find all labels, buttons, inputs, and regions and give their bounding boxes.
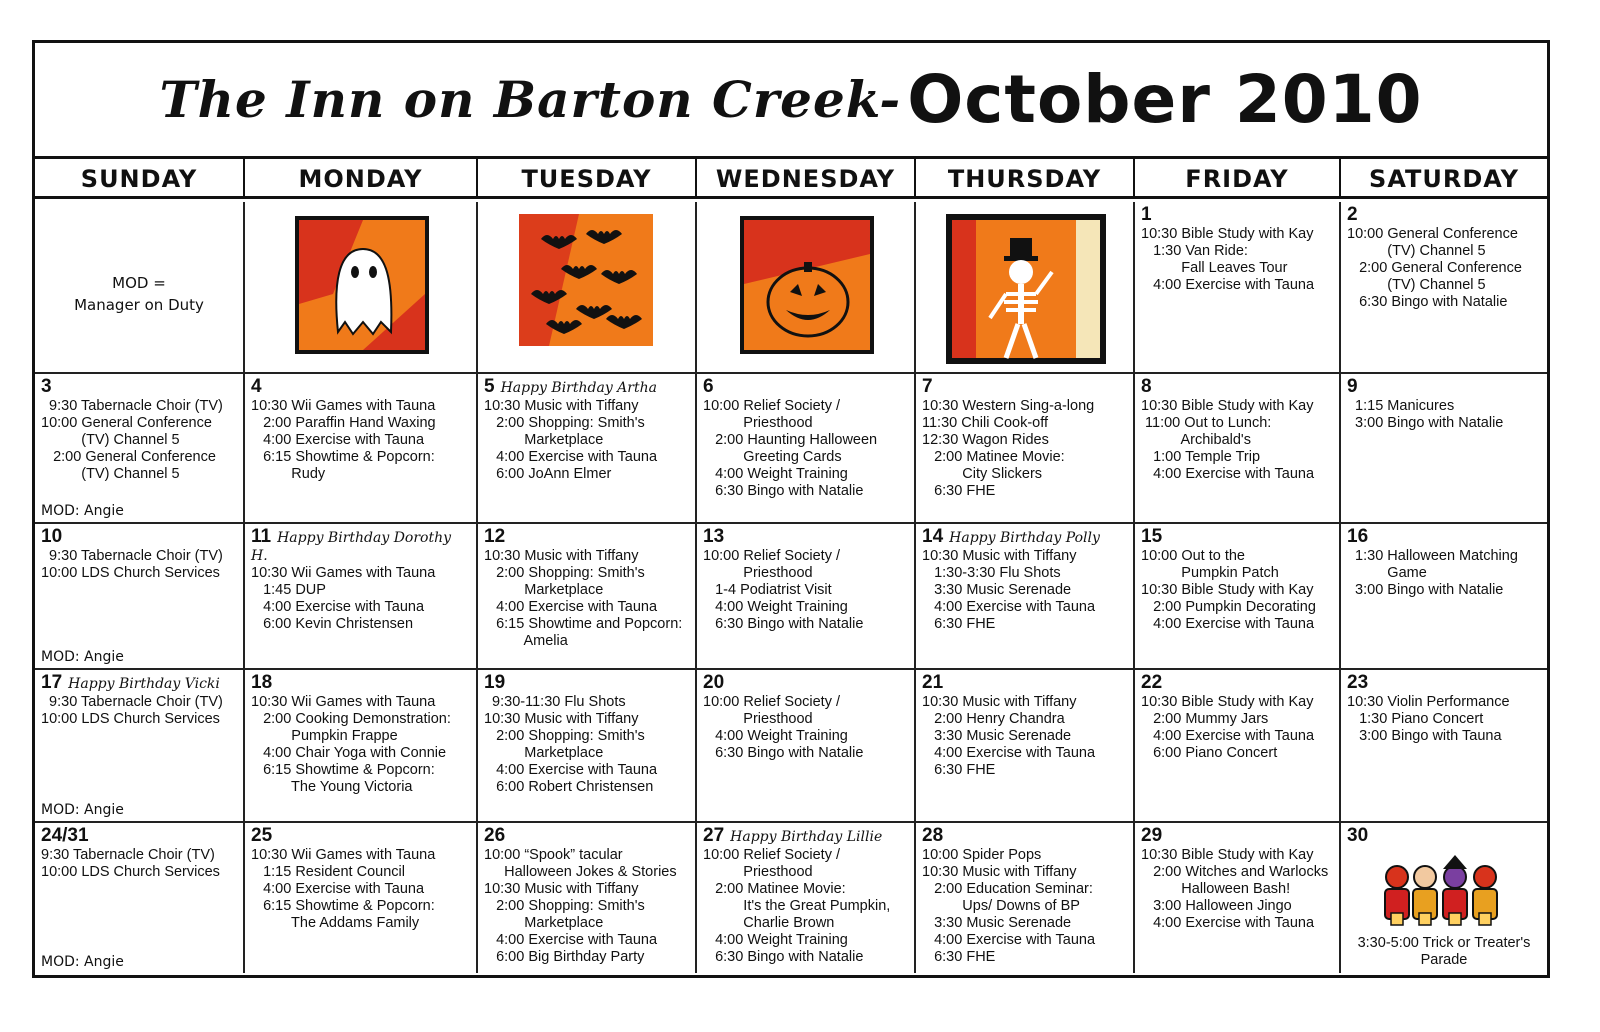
event-line: 10:30 Wii Games with Tauna xyxy=(251,398,436,414)
day-header xyxy=(41,672,237,694)
day-cell xyxy=(1135,374,1341,522)
event-line: Fall Leaves Tour xyxy=(1141,260,1288,276)
day-cell xyxy=(245,823,478,973)
event-line: 4:00 Weight Training xyxy=(703,728,848,744)
day-cell xyxy=(697,823,916,973)
event-line: 6:30 Bingo with Natalie xyxy=(1347,294,1508,310)
event-line: 10:00 General Conference xyxy=(41,415,212,431)
event-line: 6:00 Robert Christensen xyxy=(484,779,654,795)
event-line: 6:00 Kevin Christensen xyxy=(251,616,414,632)
week-row xyxy=(35,524,1547,670)
event-line: (TV) Channel 5 xyxy=(41,432,180,448)
event-line: 10:00 Relief Society / xyxy=(703,398,841,414)
event-line: 4:00 Exercise with Tauna xyxy=(484,932,658,948)
event-line: 10:00 Spider Pops xyxy=(922,847,1042,863)
event-line: 6:30 Bingo with Natalie xyxy=(703,745,864,761)
day-number: 27 xyxy=(703,825,725,846)
day-cell xyxy=(35,524,245,668)
day-number: 10 xyxy=(41,526,63,547)
event-line: 2:00 Matinee Movie: xyxy=(703,881,846,897)
day-header xyxy=(703,376,908,398)
event-line: 6:30 FHE xyxy=(922,949,996,965)
event-line: 2:00 Haunting Halloween xyxy=(703,432,878,448)
event-line: 10:30 Music with Tiffany xyxy=(484,548,639,564)
day-cell xyxy=(916,524,1135,668)
day-number: 30 xyxy=(1347,825,1369,846)
event-line: 10:30 Wii Games with Tauna xyxy=(251,694,436,710)
day-cell xyxy=(478,374,697,522)
event-line: 10:00 LDS Church Services xyxy=(41,864,220,880)
event-line: 4:00 Exercise with Tauna xyxy=(1141,616,1315,632)
event-line: 3:30-5:00 Trick or Treater's xyxy=(1357,935,1531,951)
ghost-icon xyxy=(293,214,431,356)
event-line: 9:30-11:30 Flu Shots xyxy=(484,694,626,710)
event-line: 11:30 Chili Cook-off xyxy=(922,415,1049,431)
event-line: 3:30 Music Serenade xyxy=(922,915,1072,931)
day-number: 21 xyxy=(922,672,944,693)
day-header xyxy=(922,526,1127,548)
day-cell xyxy=(916,670,1135,821)
event-line: 4:00 Exercise with Tauna xyxy=(1141,915,1315,931)
event-line: Marketplace xyxy=(484,432,604,448)
event-line: 2:00 Shopping: Smith's xyxy=(484,898,645,914)
day-number: 6 xyxy=(703,376,714,397)
day-cell xyxy=(35,670,245,821)
week-row xyxy=(35,374,1547,524)
event-line: Charlie Brown xyxy=(703,915,835,931)
event-line: 2:00 General Conference xyxy=(41,449,216,465)
event-line: 10:00 LDS Church Services xyxy=(41,711,220,727)
halloween-illustration xyxy=(1377,851,1507,934)
event-line: 3:00 Bingo with Tauna xyxy=(1347,728,1502,744)
day-cell xyxy=(245,374,478,522)
birthday-note: Happy Birthday Vicki xyxy=(68,676,220,692)
event-line: 10:30 Western Sing-a-long xyxy=(922,398,1095,414)
event-line: (TV) Channel 5 xyxy=(1347,243,1486,259)
event-line: 10:30 Bible Study with Kay xyxy=(1141,398,1314,414)
event-line: 10:30 Music with Tiffany xyxy=(922,548,1077,564)
halloween-illustration xyxy=(293,214,431,361)
day-header xyxy=(1347,376,1541,398)
day-header-friday: FRIDAY xyxy=(1135,159,1341,196)
event-line: 3:00 Bingo with Natalie xyxy=(1347,582,1504,598)
event-line: 2:00 Shopping: Smith's xyxy=(484,728,645,744)
event-line: Archibald's xyxy=(1141,432,1251,448)
event-line: 4:00 Exercise with Tauna xyxy=(922,745,1096,761)
event-note xyxy=(1341,935,1547,969)
event-line: 6:15 Showtime and Popcorn: xyxy=(484,616,683,632)
day-cell xyxy=(1341,670,1547,821)
event-line: 6:30 Bingo with Natalie xyxy=(703,616,864,632)
day-number: 25 xyxy=(251,825,273,846)
event-line: 2:00 Cooking Demonstration: xyxy=(251,711,451,727)
event-line: Halloween Jokes & Stories xyxy=(484,864,677,880)
event-line: 10:00 LDS Church Services xyxy=(41,565,220,581)
event-line: Priesthood xyxy=(703,565,813,581)
event-line: 2:00 Shopping: Smith's xyxy=(484,415,645,431)
day-header xyxy=(484,672,689,694)
week-row xyxy=(35,823,1547,973)
day-number: 20 xyxy=(703,672,725,693)
day-cell xyxy=(697,524,916,668)
day-number: 12 xyxy=(484,526,506,547)
day-number: 28 xyxy=(922,825,944,846)
event-line: 10:30 Bible Study with Kay xyxy=(1141,847,1314,863)
event-line: 10:30 Music with Tiffany xyxy=(484,711,639,727)
day-cell xyxy=(1341,823,1547,973)
event-line: It's the Great Pumpkin, xyxy=(703,898,891,914)
birthday-note: Happy Birthday Polly xyxy=(949,530,1100,546)
event-line: 6:30 FHE xyxy=(922,483,996,499)
day-number: 14 xyxy=(922,526,944,547)
event-line: 10:00 Relief Society / xyxy=(703,694,841,710)
event-line: Priesthood xyxy=(703,711,813,727)
event-line: 10:30 Bible Study with Kay xyxy=(1141,226,1314,242)
day-number: 15 xyxy=(1141,526,1163,547)
event-line: 6:15 Showtime & Popcorn: xyxy=(251,898,435,914)
event-line: 4:00 Exercise with Tauna xyxy=(922,932,1096,948)
event-line: 1:15 Resident Council xyxy=(251,864,405,880)
calendar xyxy=(32,40,1550,978)
event-line: 3:30 Music Serenade xyxy=(922,582,1072,598)
day-header xyxy=(922,376,1127,398)
event-line: Priesthood xyxy=(703,864,813,880)
event-line: 1:30 Piano Concert xyxy=(1347,711,1484,727)
halloween-illustration xyxy=(946,214,1106,369)
day-number: 1 xyxy=(1141,204,1152,225)
day-cell xyxy=(1135,202,1341,372)
event-line: The Addams Family xyxy=(251,915,420,931)
day-header xyxy=(41,376,237,398)
day-cell xyxy=(478,670,697,821)
day-number: 24/31 xyxy=(41,825,89,846)
event-line: 2:00 Shopping: Smith's xyxy=(484,565,645,581)
event-line: The Young Victoria xyxy=(251,779,413,795)
event-line: Marketplace xyxy=(484,745,604,761)
event-line: Ups/ Downs of BP xyxy=(922,898,1080,914)
day-header xyxy=(1141,526,1333,548)
day-number: 22 xyxy=(1141,672,1163,693)
event-line: Priesthood xyxy=(703,415,813,431)
day-cell xyxy=(245,524,478,668)
day-cell xyxy=(478,524,697,668)
event-line: 4:00 Exercise with Tauna xyxy=(251,432,425,448)
event-line: 6:15 Showtime & Popcorn: xyxy=(251,762,435,778)
event-line: Parade xyxy=(1420,952,1468,968)
day-cell xyxy=(697,202,916,372)
event-line: 2:00 Education Seminar: xyxy=(922,881,1093,897)
day-cell xyxy=(245,202,478,372)
day-number: 11 xyxy=(251,526,272,547)
event-line: 4:00 Exercise with Tauna xyxy=(1141,277,1315,293)
event-line: 4:00 Exercise with Tauna xyxy=(484,762,658,778)
day-header xyxy=(251,526,470,565)
event-line: 10:30 Wii Games with Tauna xyxy=(251,565,436,581)
event-line: 10:00 Relief Society / xyxy=(703,548,841,564)
event-line: 6:30 Bingo with Natalie xyxy=(703,949,864,965)
day-cell xyxy=(1135,524,1341,668)
day-header-sunday: SUNDAY xyxy=(35,159,245,196)
trick-or-treaters-icon xyxy=(1377,851,1507,929)
skeleton-icon xyxy=(946,214,1106,364)
event-line: 10:00 Relief Society / xyxy=(703,847,841,863)
event-line: Marketplace xyxy=(484,582,604,598)
day-cell xyxy=(1135,823,1341,973)
event-line: Pumpkin Frappe xyxy=(251,728,398,744)
day-header xyxy=(1141,825,1333,847)
event-line: City Slickers xyxy=(922,466,1043,482)
event-line: 6:30 FHE xyxy=(922,616,996,632)
event-line: 2:00 Witches and Warlocks xyxy=(1141,864,1329,880)
day-header xyxy=(484,825,689,847)
day-cell xyxy=(478,823,697,973)
manager-on-duty: MOD: Angie xyxy=(41,802,124,818)
event-line: 6:00 Piano Concert xyxy=(1141,745,1278,761)
event-line: 9:30 Tabernacle Choir (TV) xyxy=(41,847,215,863)
mod-legend xyxy=(35,272,243,316)
event-line: 9:30 Tabernacle Choir (TV) xyxy=(41,548,223,564)
day-cell xyxy=(1341,202,1547,372)
day-cell xyxy=(35,202,245,372)
event-line: 10:30 Music with Tiffany xyxy=(484,398,639,414)
day-cell xyxy=(245,670,478,821)
event-line: 2:00 Matinee Movie: xyxy=(922,449,1065,465)
event-line: 10:30 Music with Tiffany xyxy=(922,864,1077,880)
event-line: 1:30 Halloween Matching xyxy=(1347,548,1518,564)
event-line: 4:00 Weight Training xyxy=(703,932,848,948)
event-line: 3:00 Bingo with Natalie xyxy=(1347,415,1504,431)
day-of-week-header xyxy=(35,159,1547,199)
event-line: 4:00 Weight Training xyxy=(703,466,848,482)
event-line: 9:30 Tabernacle Choir (TV) xyxy=(41,694,223,710)
halloween-illustration xyxy=(738,214,876,361)
day-number: 17 xyxy=(41,672,63,693)
day-number: 5 xyxy=(484,376,495,397)
event-line: 1:15 Manicures xyxy=(1347,398,1455,414)
day-header xyxy=(1141,376,1333,398)
event-line: 2:00 Pumpkin Decorating xyxy=(1141,599,1316,615)
event-line: 10:30 Bible Study with Kay xyxy=(1141,694,1314,710)
legend-line: MOD = xyxy=(112,274,166,292)
day-header xyxy=(251,376,470,398)
title-month: October 2010 xyxy=(907,61,1423,138)
day-header xyxy=(41,526,237,548)
event-line: 10:30 Music with Tiffany xyxy=(922,694,1077,710)
day-header-saturday: SATURDAY xyxy=(1369,165,1519,193)
day-number: 2 xyxy=(1347,204,1358,225)
day-number: 18 xyxy=(251,672,273,693)
day-number: 23 xyxy=(1347,672,1369,693)
day-header xyxy=(703,526,908,548)
day-header xyxy=(41,825,237,847)
event-line: 4:00 Exercise with Tauna xyxy=(251,881,425,897)
event-line: 10:00 Out to the xyxy=(1141,548,1245,564)
event-line: 1:45 DUP xyxy=(251,582,326,598)
event-line: 12:30 Wagon Rides xyxy=(922,432,1049,448)
day-cell xyxy=(35,374,245,522)
event-line: 2:00 General Conference xyxy=(1347,260,1522,276)
day-number: 13 xyxy=(703,526,725,547)
day-header-wednesday: WEDNESDAY xyxy=(697,159,916,196)
event-line: 6:00 JoAnn Elmer xyxy=(484,466,612,482)
pumpkin-icon xyxy=(738,214,876,356)
event-line: 1:30-3:30 Flu Shots xyxy=(922,565,1061,581)
day-number: 7 xyxy=(922,376,933,397)
day-number: 3 xyxy=(41,376,52,397)
event-line: 6:30 Bingo with Natalie xyxy=(703,483,864,499)
event-line: 1:00 Temple Trip xyxy=(1141,449,1261,465)
event-line: 10:30 Violin Performance xyxy=(1347,694,1510,710)
event-line: 4:00 Exercise with Tauna xyxy=(1141,466,1315,482)
day-cell xyxy=(916,823,1135,973)
event-line: 2:00 Mummy Jars xyxy=(1141,711,1269,727)
event-line: 2:00 Paraffin Hand Waxing xyxy=(251,415,436,431)
event-line: (TV) Channel 5 xyxy=(41,466,180,482)
event-line: 6:15 Showtime & Popcorn: xyxy=(251,449,435,465)
manager-on-duty: MOD: Angie xyxy=(41,649,124,665)
day-number: 19 xyxy=(484,672,506,693)
day-header xyxy=(922,825,1127,847)
event-line: Halloween Bash! xyxy=(1141,881,1291,897)
event-line: 4:00 Exercise with Tauna xyxy=(922,599,1096,615)
event-line: 4:00 Exercise with Tauna xyxy=(1141,728,1315,744)
day-header xyxy=(922,672,1127,694)
day-header-monday: MONDAY xyxy=(245,159,478,196)
day-header xyxy=(1347,204,1541,226)
week-row xyxy=(35,202,1547,374)
event-line: 1:30 Van Ride: xyxy=(1141,243,1248,259)
event-line: 1-4 Podiatrist Visit xyxy=(703,582,832,598)
day-header xyxy=(703,672,908,694)
event-line: 4:00 Exercise with Tauna xyxy=(484,449,658,465)
event-line: 3:00 Halloween Jingo xyxy=(1141,898,1292,914)
event-line: 10:30 Wii Games with Tauna xyxy=(251,847,436,863)
day-cell xyxy=(697,374,916,522)
day-header xyxy=(484,526,689,548)
day-cell xyxy=(1341,524,1547,668)
day-number: 26 xyxy=(484,825,506,846)
day-header xyxy=(251,672,470,694)
event-line: 4:00 Chair Yoga with Connie xyxy=(251,745,447,761)
day-header xyxy=(1347,825,1541,847)
day-cell xyxy=(1341,374,1547,522)
birthday-note: Happy Birthday Artha xyxy=(500,380,657,396)
day-header xyxy=(1347,526,1541,548)
event-line: 4:00 Exercise with Tauna xyxy=(484,599,658,615)
manager-on-duty: MOD: Angie xyxy=(41,503,124,519)
day-header-tuesday: TUESDAY xyxy=(478,159,697,196)
event-line: 11:00 Out to Lunch: xyxy=(1141,415,1272,431)
day-number: 16 xyxy=(1347,526,1369,547)
week-row xyxy=(35,670,1547,823)
event-line: 2:00 Henry Chandra xyxy=(922,711,1065,727)
event-line: 3:30 Music Serenade xyxy=(922,728,1072,744)
day-cell xyxy=(478,202,697,372)
event-line: Pumpkin Patch xyxy=(1141,565,1279,581)
event-line: 6:00 Big Birthday Party xyxy=(484,949,645,965)
day-header xyxy=(1141,672,1333,694)
birthday-note: Happy Birthday Dorothy H. xyxy=(251,530,452,564)
event-line: 9:30 Tabernacle Choir (TV) xyxy=(41,398,223,414)
bats-icon xyxy=(519,214,653,346)
event-line: 4:00 Weight Training xyxy=(703,599,848,615)
day-cell xyxy=(1135,670,1341,821)
event-line: 10:30 Music with Tiffany xyxy=(484,881,639,897)
event-line: Amelia xyxy=(484,633,568,649)
day-number: 8 xyxy=(1141,376,1152,397)
day-header-thursday: THURSDAY xyxy=(916,159,1135,196)
event-line: 6:30 FHE xyxy=(922,762,996,778)
manager-on-duty: MOD: Angie xyxy=(41,954,124,970)
event-line: (TV) Channel 5 xyxy=(1347,277,1486,293)
event-line: Marketplace xyxy=(484,915,604,931)
event-line: Greeting Cards xyxy=(703,449,842,465)
day-cell xyxy=(916,374,1135,522)
day-header xyxy=(1141,204,1333,226)
day-header xyxy=(703,825,908,847)
day-number: 4 xyxy=(251,376,262,397)
birthday-note: Happy Birthday Lillie xyxy=(730,829,883,845)
day-number: 29 xyxy=(1141,825,1163,846)
calendar-grid xyxy=(35,202,1547,973)
day-number: 9 xyxy=(1347,376,1358,397)
day-header xyxy=(1347,672,1541,694)
event-line: 10:00 General Conference xyxy=(1347,226,1518,242)
legend-line: Manager on Duty xyxy=(74,296,204,314)
day-header xyxy=(484,376,689,398)
calendar-title xyxy=(35,43,1547,159)
event-line: 10:30 Bible Study with Kay xyxy=(1141,582,1314,598)
day-cell xyxy=(697,670,916,821)
title-name: The Inn on Barton Creek- xyxy=(159,70,902,129)
event-line: 10:00 “Spook” tacular xyxy=(484,847,623,863)
event-line: Game xyxy=(1347,565,1427,581)
day-header xyxy=(251,825,470,847)
event-line: 4:00 Exercise with Tauna xyxy=(251,599,425,615)
day-cell xyxy=(35,823,245,973)
event-line: Rudy xyxy=(251,466,326,482)
day-cell xyxy=(916,202,1135,372)
halloween-illustration xyxy=(519,214,653,351)
